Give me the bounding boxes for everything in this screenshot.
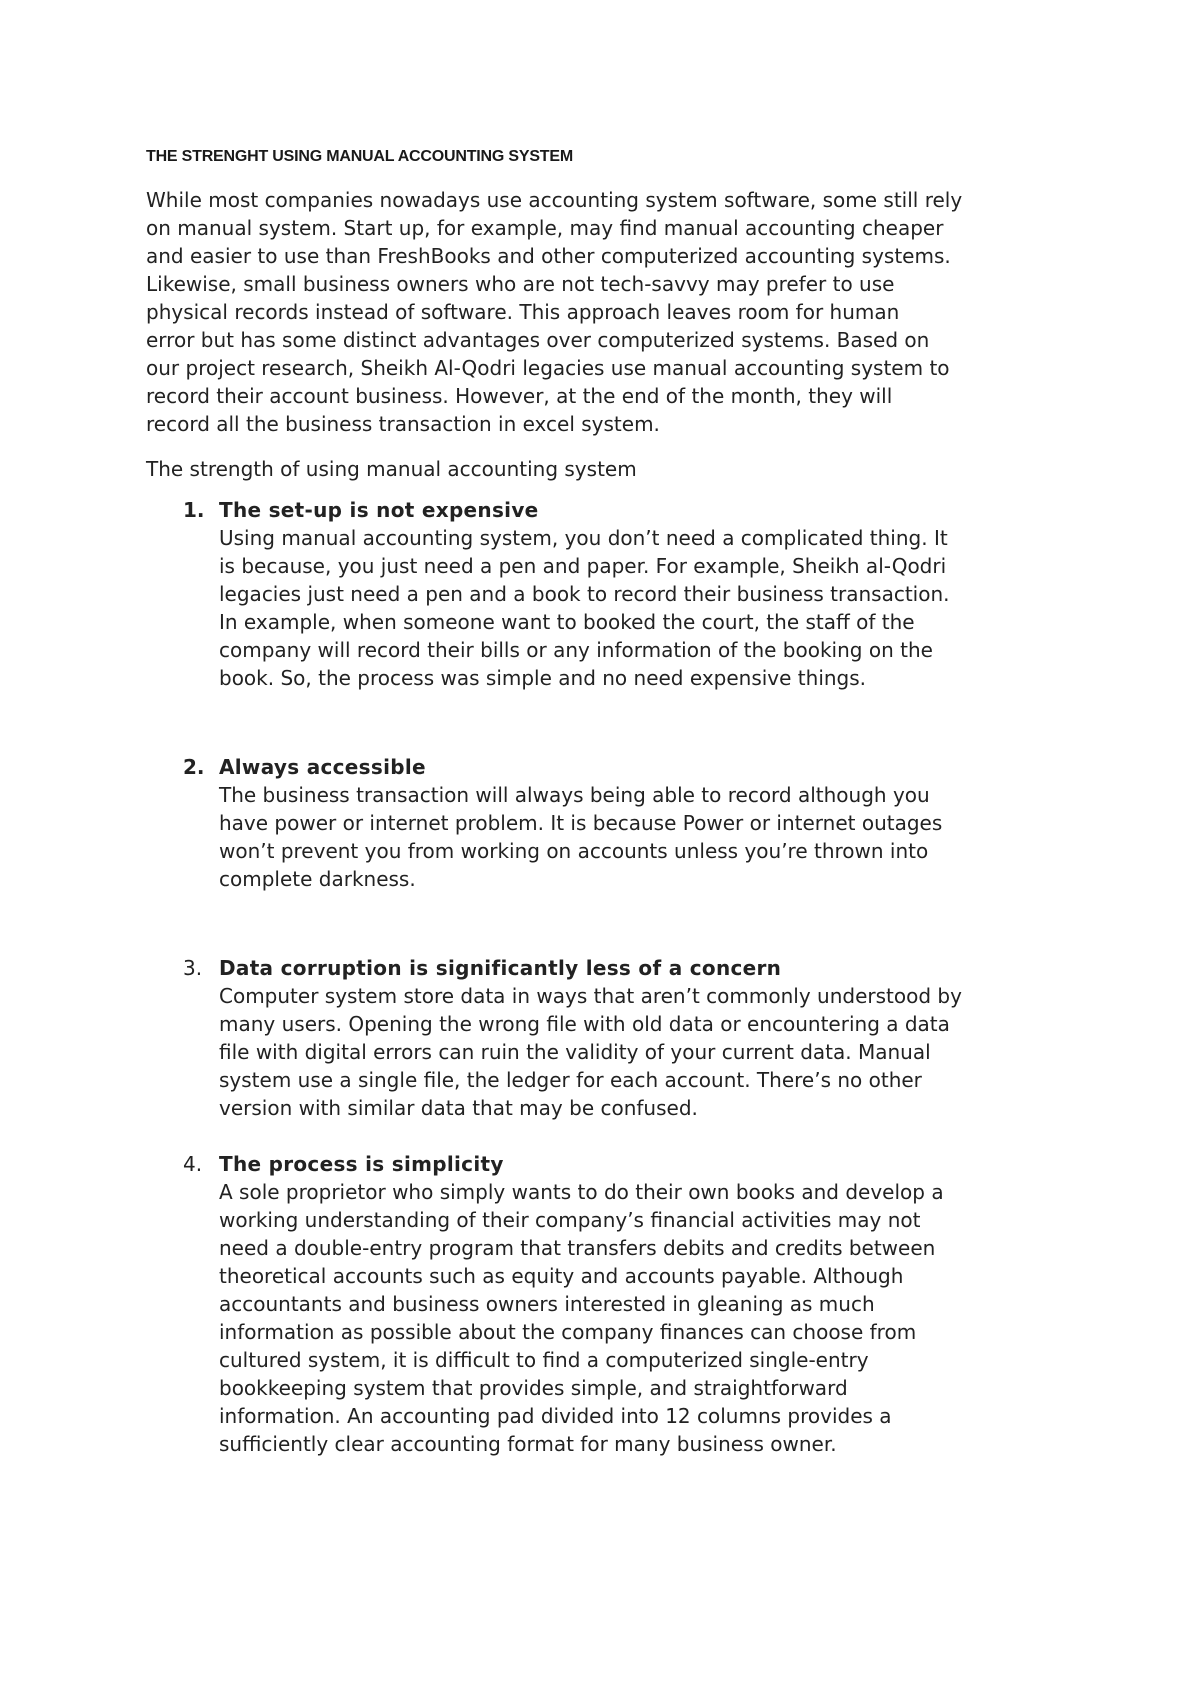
list-item-heading: The process is simplicity <box>219 1152 504 1176</box>
list-item-heading: The set-up is not expensive <box>219 498 539 522</box>
list-item <box>146 954 1066 1122</box>
list-item-number: 1. <box>183 498 205 522</box>
document-page <box>146 148 1066 1458</box>
strength-list <box>146 496 1066 1458</box>
list-item <box>146 753 1066 893</box>
list-item-body: Using manual accounting system, you don’t need a complicated thing. It is because, you just need a pen and paper. For example, Sheikh al-Qodri legacies just need a pen and a book to record their business transaction. In example, when someone want to booked the court, the staff of the company will record their bills or any information of the booking on the book. So, the process was simple and no need expensive things. <box>219 526 950 690</box>
list-lead-paragraph: The strength of using manual accounting system <box>146 457 637 481</box>
list-item-number: 3. <box>183 956 203 980</box>
list-item <box>146 496 1066 692</box>
document-title: THE STRENGHT USING MANUAL ACCOUNTING SYSTEM <box>146 148 573 165</box>
list-item-number: 4. <box>183 1152 203 1176</box>
intro-paragraph: While most companies nowadays use accounting system software, some still rely on manual system. Start up, for example, may find manual accounting cheaper and easier to use than FreshBooks and other computerized accounting systems. Likewise, small business owners who are not tech-savvy may prefer to use physical records instead of software. This approach leaves room for human error but has some distinct advantages over computerized systems. Based on our project research, Sheikh Al-Qodri legacies use manual accounting system to record their account business. However, at the end of the month, they will record all the business transaction in excel system. <box>146 188 963 436</box>
list-item-body: Computer system store data in ways that aren’t commonly understood by many users. Opening the wrong file with old data or encountering a data file with digital errors can ruin the validity of your current data. Manual system use a single file, the ledger for each account. There’s no other version with similar data that may be confused. <box>219 984 962 1120</box>
list-item <box>146 1150 1066 1458</box>
list-item-heading: Data corruption is significantly less of a concern <box>219 956 782 980</box>
list-item-number: 2. <box>183 755 205 779</box>
list-item-body: A sole proprietor who simply wants to do their own books and develop a working understanding of their company’s financial activities may not need a double-entry program that transfers debits and credits between theoretical accounts such as equity and accounts payable. Although accountants and business owners interested in gleaning as much information as possible about the company finances can choose from cultured system, it is difficult to find a computerized single-entry bookkeeping system that provides simple, and straightforward information. An accounting pad divided into 12 columns provides a sufficiently clear accounting format for many business owner. <box>219 1180 944 1456</box>
list-item-body: The business transaction will always being able to record although you have power or internet problem. It is because Power or internet outages won’t prevent you from working on accounts unless you’re thrown into complete darkness. <box>219 783 943 891</box>
list-item-heading: Always accessible <box>219 755 426 779</box>
